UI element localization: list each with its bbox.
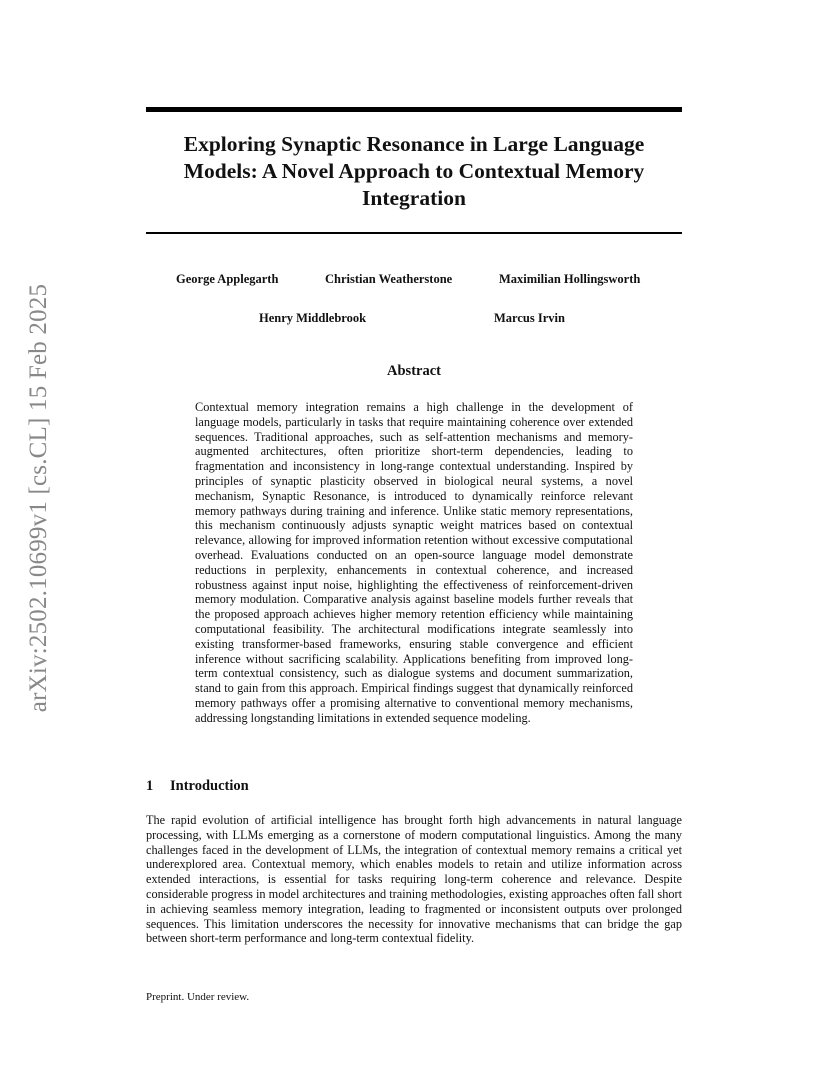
paper-title: Exploring Synaptic Resonance in Large Language Models: A Novel Approach to Contextual Memory Integration (183, 132, 645, 210)
author-name: Maximilian Hollingsworth (499, 272, 641, 286)
arxiv-identifier-margin (22, 262, 56, 734)
introduction-text: The rapid evolution of artificial intelligence has brought forth high advancements in natural language processing, with LLMs emerging as a cornerstone of modern computational linguistics. Among the many challenges faced in the development of LLMs, the integration of contextual memory remains a critical yet underexplored area. Contextual memory, which enables models to retain and utilize information across extended interactions, is essential for tasks requiring long-term coherence and relevance. Despite considerable progress in model architectures and training methodologies, existing approaches often fall short in achieving seamless memory integration, leading to fragmented or inconsistent outputs over prolonged sequences. This limitation underscores the necessity for innovative mechanisms that can bridge the gap between short-term performance and long-term contextual fidelity. (146, 813, 682, 946)
section-title: Introduction (170, 778, 249, 794)
title-top-rule (146, 107, 682, 112)
abstract-heading: Abstract (387, 363, 441, 379)
arxiv-identifier: arXiv:2502.10699v1 [cs.CL] 15 Feb 2025 (25, 283, 53, 713)
introduction-heading (146, 777, 249, 795)
author-name: Christian Weatherstone (325, 272, 453, 286)
section-number: 1 (146, 778, 154, 794)
author-name: Marcus Irvin (494, 311, 565, 325)
author-name: Henry Middlebrook (259, 311, 367, 325)
preprint-note: Preprint. Under review. (146, 991, 250, 1003)
author-name: George Applegarth (176, 272, 279, 286)
abstract-text: Contextual memory integration remains a high challenge in the development of language models, particularly in tasks that require maintaining coherence over extended sequences. Traditional approaches, such as self-attention mechanisms and memory-augmented architectures, often prioritize short-term dependencies, leading to fragmentation and inconsistency in long-range contextual understanding. Inspired by principles of synaptic plasticity observed in biological neural systems, a novel mechanism, Synaptic Resonance, is introduced to dynamically reinforce relevant memory pathways during training and inference. Unlike static memory representations, this mechanism continuously adjusts synaptic weight matrices based on contextual relevance, allowing for improved information retention without excessive computational overhead. Evaluations conducted on an open-source language model demonstrate reductions in perplexity, enhancements in contextual coherence, and increased robustness against input noise, highlighting the effectiveness of reinforcement-driven memory modulation. Comparative analysis against baseline models further reveals that the proposed approach achieves higher memory retention efficiency while maintaining computational feasibility. The architectural modifications integrate seamlessly into existing transformer-based frameworks, ensuring stable convergence and efficient inference without sacrificing scalability. Applications benefiting from improved long-term contextual consistency, such as dialogue systems and document summarization, stand to gain from this approach. Empirical findings suggest that dynamically reinforced memory pathways offer a promising alternative to conventional memory mechanisms, addressing longstanding limitations in extended sequence modeling. (195, 400, 633, 725)
title-bottom-rule (146, 232, 682, 234)
